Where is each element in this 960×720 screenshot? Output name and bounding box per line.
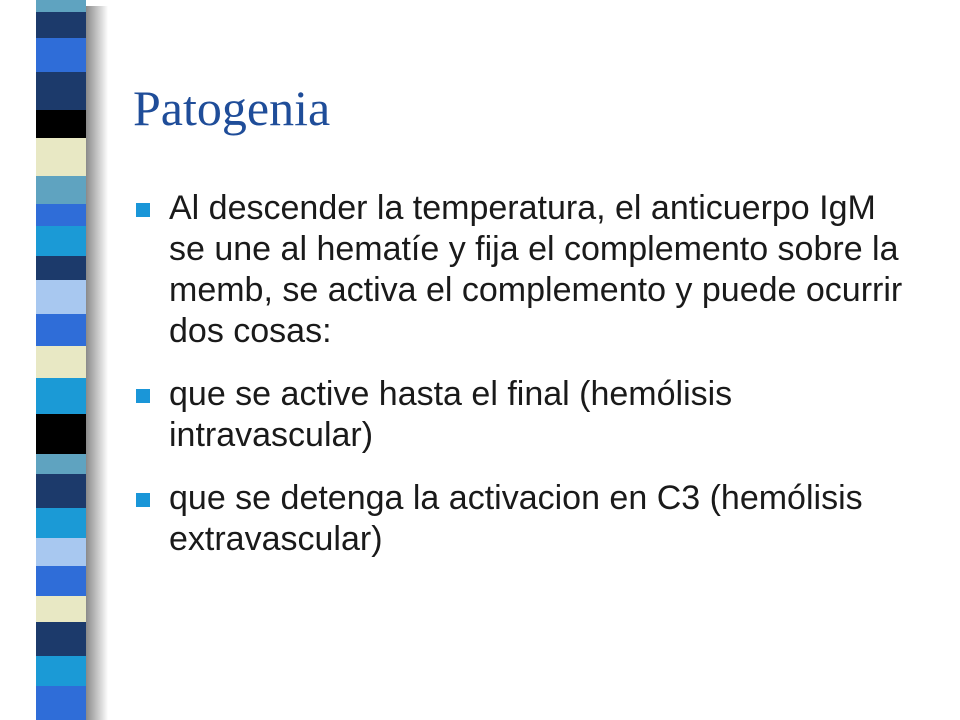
stripe-segment bbox=[36, 622, 86, 656]
stripe-segment bbox=[36, 138, 86, 176]
stripe-segment bbox=[36, 686, 86, 720]
bullet-item bbox=[133, 478, 913, 560]
bullet-text: que se detenga la activacion en C3 (hemólisis extravascular) bbox=[169, 479, 863, 558]
square-bullet-icon bbox=[136, 389, 150, 403]
stripe-segment bbox=[36, 414, 86, 454]
stripe-segment bbox=[36, 508, 86, 538]
stripe-segment bbox=[36, 656, 86, 686]
stripe-shadow bbox=[86, 0, 108, 720]
bullet-text: que se active hasta el final (hemólisis intravascular) bbox=[169, 375, 733, 454]
stripe-segment bbox=[36, 12, 86, 38]
slide-title: Patogenia bbox=[133, 80, 331, 136]
stripe-segment bbox=[36, 110, 86, 138]
bullet-item bbox=[133, 188, 913, 352]
stripe-segment bbox=[36, 256, 86, 280]
stripe-segment bbox=[36, 378, 86, 414]
square-bullet-icon bbox=[136, 493, 150, 507]
stripe-segment bbox=[36, 314, 86, 346]
square-bullet-icon bbox=[136, 203, 150, 217]
stripe-segment bbox=[36, 280, 86, 314]
stripe-segment bbox=[36, 596, 86, 622]
stripe-segment bbox=[36, 566, 86, 596]
stripe-segment bbox=[36, 176, 86, 204]
stripe-segment bbox=[36, 0, 86, 12]
stripe-segment bbox=[36, 204, 86, 226]
stripe-segment bbox=[36, 538, 86, 566]
stripe-segment bbox=[36, 346, 86, 378]
stripe-segment bbox=[36, 454, 86, 474]
stripe-segment bbox=[36, 72, 86, 110]
stripe-shadow-cap bbox=[86, 0, 108, 6]
decorative-stripe-bar bbox=[36, 0, 86, 720]
bullet-list bbox=[133, 188, 913, 582]
bullet-text: Al descender la temperatura, el anticuerpo IgM se une al hematíe y fija el complemento sobre la memb, se activa el complemento y puede ocurrir dos cosas: bbox=[169, 189, 903, 350]
stripe-segment bbox=[36, 474, 86, 508]
stripe-segment bbox=[36, 226, 86, 256]
bullet-item bbox=[133, 374, 913, 456]
stripe-segment bbox=[36, 38, 86, 72]
